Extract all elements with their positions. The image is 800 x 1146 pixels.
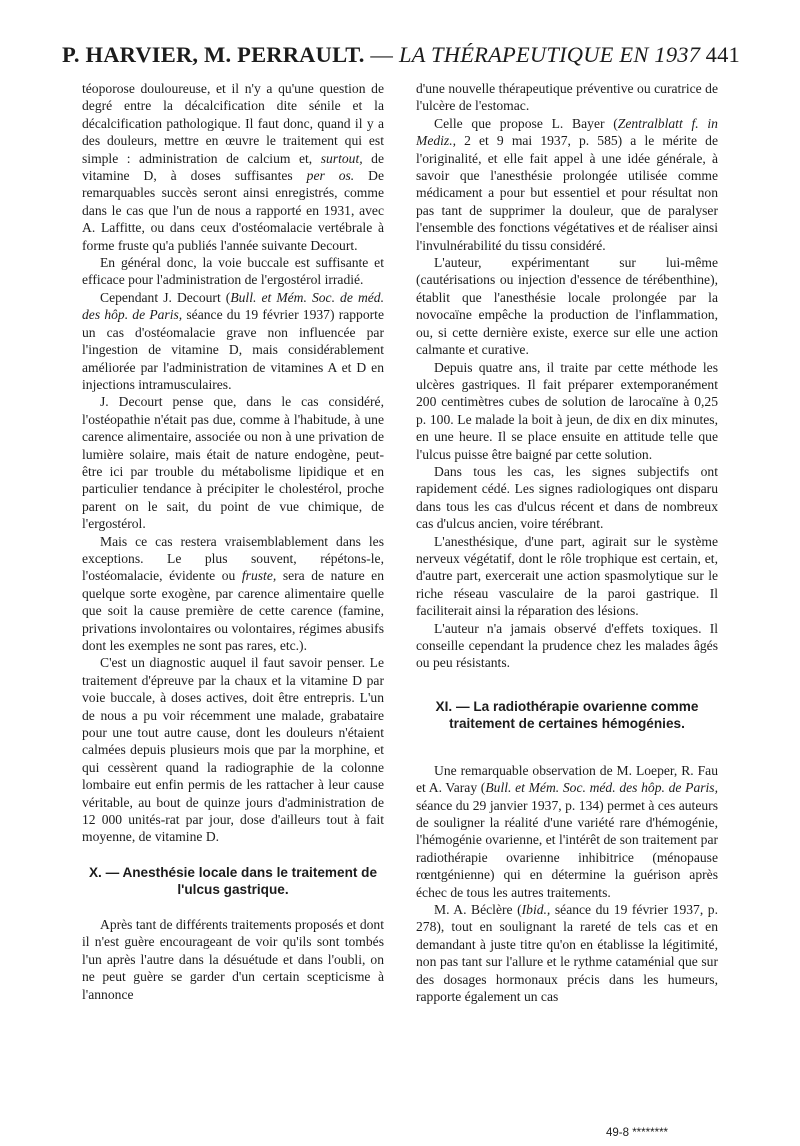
paragraph: L'auteur n'a jamais observé d'effets toxiques. Il conseille cependant la prudence chez les malades âgés ou peu résistants. bbox=[416, 620, 718, 671]
paragraph bbox=[416, 762, 718, 901]
page-number: 441 bbox=[705, 42, 740, 67]
header-title: LA THÉRAPEUTIQUE EN 1937 bbox=[398, 42, 701, 67]
paragraph bbox=[82, 533, 384, 655]
text-run: 2 et 9 mai 1937, p. 585) a le mérite de l'originalité, et elle fait appel à une idée générale, à savoir que l'anesthésie prolongée utilisée comme médicament a pour but essentiel et pour résultat non pas tant de supprimer la douleur, que de paralyser l'ensemble des fonctions végétatives et de réaliser ainsi l'invulnérabilité du tissu considéré. bbox=[416, 133, 718, 253]
text-run: Mais ce cas restera vraisemblablement dans les exceptions. Le plus souvent, répétons-le, l'ostéomalacie, évidente ou bbox=[82, 533, 384, 584]
italic-text: per os. bbox=[306, 168, 355, 184]
italic-text: Zentralblatt f. in Mediz., bbox=[416, 115, 718, 149]
paragraph bbox=[416, 115, 718, 254]
right-column bbox=[416, 80, 718, 1006]
left-column bbox=[82, 80, 384, 1003]
text-run: De remarquables succès seront ainsi enregistrés, comme dans le cas que l'un de nous a rapporté en 1931, avec A. Laffitte, ou dans ceux d'ostéomalacie vertébrale à forme fruste qu'a publiés l'année suivante Decourt. bbox=[82, 168, 384, 253]
signature-mark: 49-8 ******** bbox=[606, 1127, 669, 1139]
text-run: séance du 19 février 1937, p. 278), tout en soulignant la rareté de tels cas et en demandant à juste titre qu'on en établisse la légitimité, non pas tant sur l'allure et le rythme cataménial que sur des dosages hormonaux précis dans les humeurs, rapporte également un cas bbox=[416, 902, 718, 1005]
paragraph bbox=[416, 901, 718, 1005]
paragraph: Après tant de différents traitements proposés et dont il n'est guère encourageant de voir qu'ils sont tombés l'un après l'autre dans la désuétude et dans l'oubli, on ne peut guère se garder d'un certain scepticisme à l'annonce bbox=[82, 916, 385, 1002]
text-run: de vitamine D, à doses suffisantes bbox=[82, 150, 384, 184]
italic-text: Ibid., bbox=[521, 902, 551, 918]
section-heading-x: X. — Anesthésie locale dans le traitement de l'ulcus gastrique. bbox=[88, 864, 378, 897]
paragraph: C'est un diagnostic auquel il faut savoir penser. Le traitement d'épreuve par la chaux et la vitamine D par voie buccale, à doses actives, doit être entrepris. L'un de nous a pu voir récemment une malade, grabataire pour une tout autre cause, dont les douleurs n'étaient calmées depuis plusieurs mois que par la morphine, et qui cessèrent quand la radiographie de la colonne lombaire eut enfin permis de les rattacher à leur cause véritable, au bout de quinze jours d'administration de 12 000 unités-rat par jour, dose d'ailleurs tout à fait moyenne, de vitamine D. bbox=[82, 655, 384, 845]
text-run: sera de nature en quelque sorte exogène, par carence alimentaire quelle que soit la cause première de cette carence (famine, privations involontaires ou volontaires, régimes abusifs dont les exemples ne sont pas rares, etc.). bbox=[82, 568, 384, 653]
text-run: téoporose douloureuse, et il n'y a qu'une question de degré entre la décalcification dite sénile et la décalcification pathologique. Il faut donc, quand il y a des douleurs, mettre en œuvre le traitement qui est simple : administration de calcium et, bbox=[82, 81, 384, 166]
header-dash: — bbox=[364, 42, 399, 67]
running-header bbox=[62, 42, 740, 68]
paragraph bbox=[82, 80, 384, 254]
paragraph: Depuis quatre ans, il traite par cette méthode les ulcères gastriques. Il fait préparer extemporanément 200 centimètres cubes de solution de larocaïne à 0,25 p. 100. Le malade la boit à jeun, de dix en dix minutes, en une heure. Il se place ensuite en attitude telle que l'ulcus puisse être baigné par cette solution. bbox=[416, 359, 718, 462]
paragraph bbox=[82, 289, 384, 393]
italic-text: Bull. et Mém. Soc. méd. des hôp. de Paris, bbox=[485, 780, 718, 796]
paragraph: En général donc, la voie buccale est suffisante et efficace pour l'administration de l'ergostérol irradié. bbox=[82, 255, 384, 288]
text-run: séance du 29 janvier 1937, p. 134) permet à ces auteurs de souligner la réalité d'une variété rare d'hémogénie, l'hémogénie ovarienne, et l'intérêt de son traitement par radiothérapie ovarienne inhibitrice (ménopause rœntgénienne) qui en détermine la guérison après échec de tous les autres traitements. bbox=[416, 797, 718, 900]
text-run: Celle que propose L. Bayer ( bbox=[434, 115, 618, 131]
paragraph: L'auteur, expérimentant sur lui-même (cautérisations ou injection d'essence de térébenthine), établit que l'anesthésie locale prolongée par la novocaïne empêche la production de l'inflammation, ou, si cette dernière existe, exerce sur elle une action calmante et curative. bbox=[416, 255, 718, 358]
italic-text: fruste, bbox=[241, 568, 277, 584]
italic-text: surtout, bbox=[320, 150, 363, 166]
paragraph: d'une nouvelle thérapeutique préventive ou curatrice de l'ulcère de l'estomac. bbox=[416, 81, 718, 114]
section-heading-xi: XI. — La radiothérapie ovarienne comme traitement de certaines hémogénies. bbox=[435, 698, 699, 731]
paragraph: Dans tous les cas, les signes subjectifs ont rapidement cédé. Les signes radiologiques ont disparu dans tous les cas d'ulcus récent et dans de nombreux cas d'ulcus ancien, voire térébrant. bbox=[416, 463, 718, 532]
text-run: séance du 19 février 1937) rapporte un cas d'ostéomalacie grave non influencée par l'ingestion de vitamine D, mais considérablement améliorée par l'administration de vitamines A et D en injections intramusculaires. bbox=[82, 307, 384, 392]
italic-text: Bull. et Mém. Soc. de méd. des hôp. de Paris, bbox=[82, 289, 384, 323]
text-run: Une remarquable observation de M. Loeper, R. Fau et A. Varay ( bbox=[416, 762, 718, 796]
paragraph: L'anesthésique, d'une part, agirait sur le système nerveux végétatif, dont le rôle trophique est certain, et, d'autre part, exercerait une action spasmolytique sur le riche réseau vasculaire de la paroi gastrique. Il faciliterait ainsi la réparation des lésions. bbox=[416, 533, 718, 619]
text-run: Cependant J. Decourt ( bbox=[100, 289, 231, 305]
paragraph: J. Decourt pense que, dans le cas considéré, l'ostéopathie n'était pas due, comme à l'habitude, à une carence alimentaire, associée ou non à une privation de lumière solaire, mais était de nature endogène, peut-être ici par trouble du métabolisme lipidique et en particulier tendance à précipiter le cholestérol, proche parent on le sait, du point de vue chimique, de l'ergostérol. bbox=[82, 394, 384, 532]
text-run: M. A. Béclère ( bbox=[434, 902, 522, 918]
header-authors: P. HARVIER, M. PERRAULT. bbox=[62, 42, 365, 67]
